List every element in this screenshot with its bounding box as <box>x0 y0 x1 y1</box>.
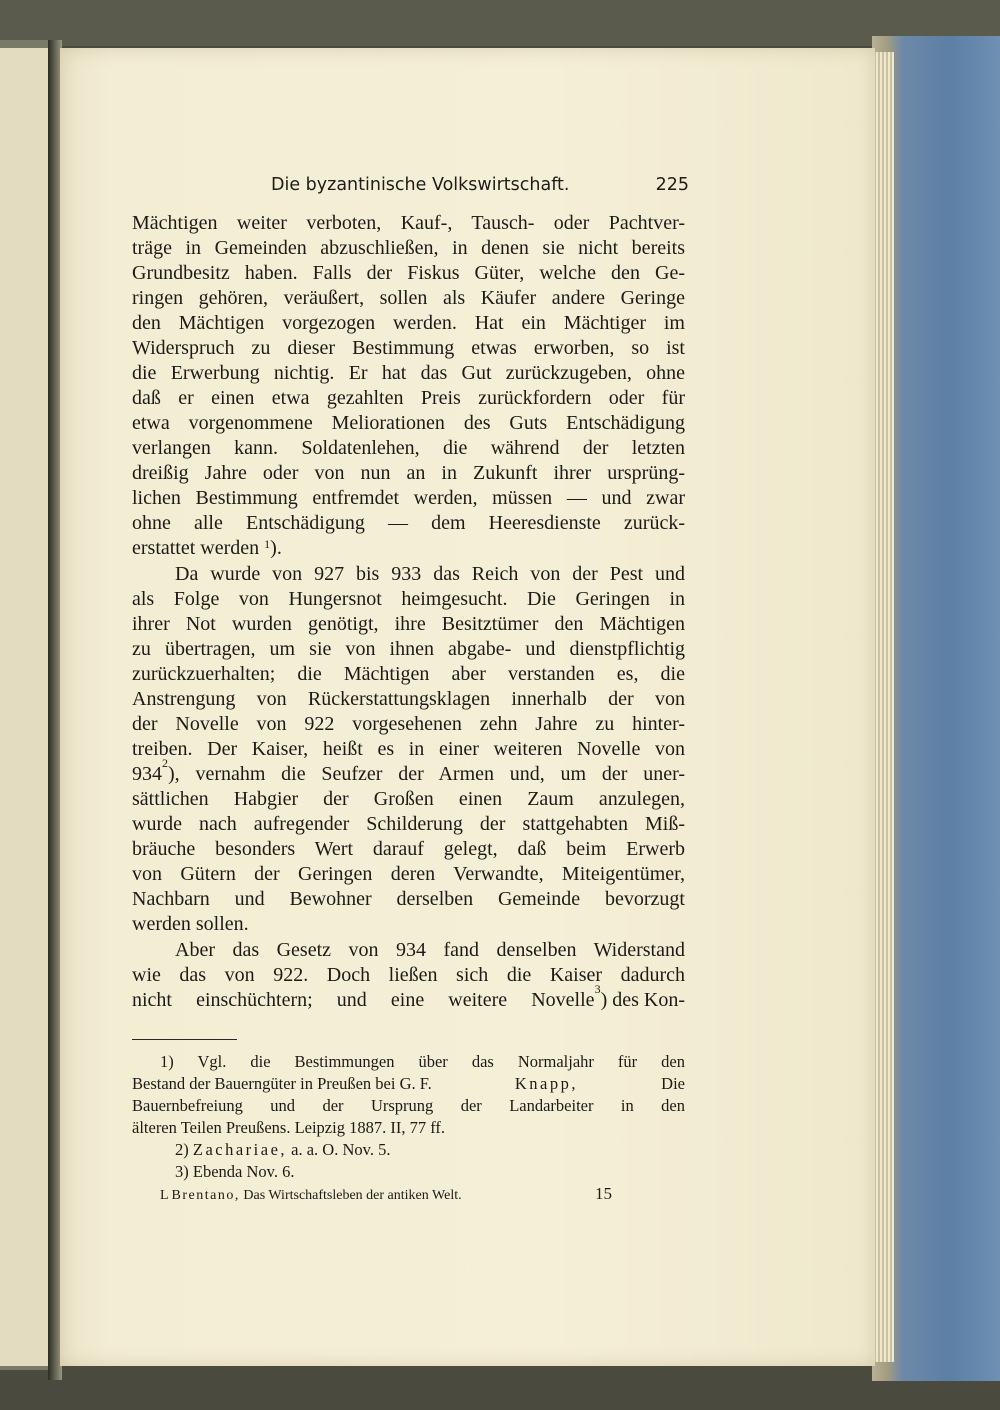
signature-sheet-number: 15 <box>595 1184 612 1203</box>
footnote-mark: 2 <box>162 756 168 770</box>
footnote-3: 3) Ebenda Nov. 6. <box>175 1162 295 1181</box>
footnote-text: Die <box>661 1074 685 1093</box>
sheet-signature <box>160 1184 612 1204</box>
text-line: die Erwerbung nichtig. Er hat das Gut zurückzugeben, ohne <box>132 362 685 384</box>
footnote-2 <box>175 1140 390 1160</box>
text-line: bräuche besonders Wert darauf gelegt, daß beim Erwerb <box>132 838 685 860</box>
footnote-text: Bestand der Bauerngüter in Preußen bei G. F. <box>132 1074 432 1093</box>
text-line: Anstrengung von Rückerstattungsklagen innerhalb der von <box>132 688 685 710</box>
text-line: Nachbarn und Bewohner derselben Gemeinde bevorzugt <box>132 888 685 910</box>
text-line: dreißig Jahre oder von nun an in Zukunft ihrer ursprüng- <box>132 462 685 484</box>
text-line: wurde nach aufregender Schilderung der stattgehabten Miß- <box>132 813 685 835</box>
signature-title: Das Wirtschaftsleben der antiken Welt. <box>243 1188 462 1203</box>
text-line: von Gütern der Geringen deren Verwandte, Miteigentümer, <box>132 863 685 885</box>
footnote-number: 2) <box>175 1140 189 1159</box>
text-line: Mächtigen weiter verboten, Kauf-, Tausch- oder Pachtver- <box>132 212 685 234</box>
text-line: lichen Bestimmung entfremdet werden, müssen — und zwar <box>132 487 685 509</box>
footnote-1-line-4: älteren Teilen Preußens. Leipzig 1887. II, 77 ff. <box>132 1118 446 1137</box>
page-stack-edges <box>872 52 894 1362</box>
text-fragment: ). <box>270 537 282 559</box>
footnote-1-line-2 <box>132 1074 685 1094</box>
text-line: Da wurde von 927 bis 933 das Reich von der Pest und <box>175 563 685 585</box>
text-line: zu übertragen, um sie von ihnen abgabe- und dienstpflichtig <box>132 638 685 660</box>
text-line: ohne alle Entschädigung — dem Heeresdienste zurück- <box>132 512 685 534</box>
text-fragment: ) des Kon- <box>600 989 685 1011</box>
text-line <box>132 982 685 1012</box>
text-fragment: 934 <box>132 763 162 785</box>
footnote-1: 1) Vgl. die Bestimmungen über das Normaljahr für den <box>160 1052 685 1071</box>
text-line: ringen gehören, veräußert, sollen als Käufer andere Geringe <box>132 287 685 309</box>
signature-initial: L <box>160 1188 169 1203</box>
text-line: daß er einen etwa gezahlten Preis zurückfordern oder für <box>132 387 685 409</box>
footnote-text: a. a. O. Nov. 5. <box>291 1140 391 1159</box>
footnote-author-name: Knapp, <box>514 1074 579 1093</box>
page-number: 225 <box>655 175 689 195</box>
text-line: träge in Gemeinden abzuschließen, in denen sie nicht bereits <box>132 237 685 259</box>
footnote-author-name: Zachariae, <box>192 1140 288 1159</box>
book-binding-top <box>0 0 1000 46</box>
text-line: der Novelle von 922 vorgesehenen zehn Jahre zu hinter- <box>132 713 685 735</box>
text-line: Widerspruch zu dieser Bestimmung etwas erworben, so ist <box>132 337 685 359</box>
text-fragment: ), vernahm die Seufzer der Armen und, um der uner- <box>168 763 685 785</box>
text-line: wie das von 922. Doch ließen sich die Kaiser dadurch <box>132 964 685 986</box>
text-line: Grundbesitz haben. Falls der Fiskus Güter, welche den Ge- <box>132 262 685 284</box>
text-line: etwa vorgenommene Meliorationen des Guts Entschädigung <box>132 412 685 434</box>
footnote-1-line-3: Bauernbefreiung und der Ursprung der Landarbeiter in den <box>132 1096 685 1115</box>
footnote-rule <box>132 1039 237 1040</box>
footnote-mark: 1 <box>264 537 271 551</box>
text-line <box>132 756 685 786</box>
facing-page-edge <box>0 48 51 1366</box>
signature-text <box>160 1188 462 1204</box>
running-head <box>271 175 689 195</box>
text-line: sättlichen Habgier der Großen einen Zaum anzulegen, <box>132 788 685 810</box>
text-line <box>132 537 685 560</box>
text-line: Aber das Gesetz von 934 fand denselben Widerstand <box>175 939 685 961</box>
text-line: ihrer Not wurden genötigt, ihre Besitztümer den Mächtigen <box>132 613 685 635</box>
running-head-title: Die byzantinische Volkswirtschaft. <box>271 175 570 195</box>
footnote-mark: 3 <box>594 982 601 996</box>
text-line: werden sollen. <box>132 913 249 935</box>
text-fragment: erstattet werden <box>132 537 260 559</box>
text-line: den Mächtigen vorgezogen werden. Hat ein Mächtiger im <box>132 312 685 334</box>
text-line: zurückzuerhalten; die Mächtigen aber verstanden es, die <box>132 663 685 685</box>
text-line: treiben. Der Kaiser, heißt es in einer weiteren Novelle von <box>132 738 685 760</box>
signature-author: Brentano, <box>171 1188 240 1203</box>
text-line: verlangen kann. Soldatenlehen, die während der letzten <box>132 437 685 459</box>
text-fragment: nicht einschüchtern; und eine weitere Novelle <box>132 989 595 1011</box>
text-line: als Folge von Hungersnot heimgesucht. Die Geringen in <box>132 588 685 610</box>
